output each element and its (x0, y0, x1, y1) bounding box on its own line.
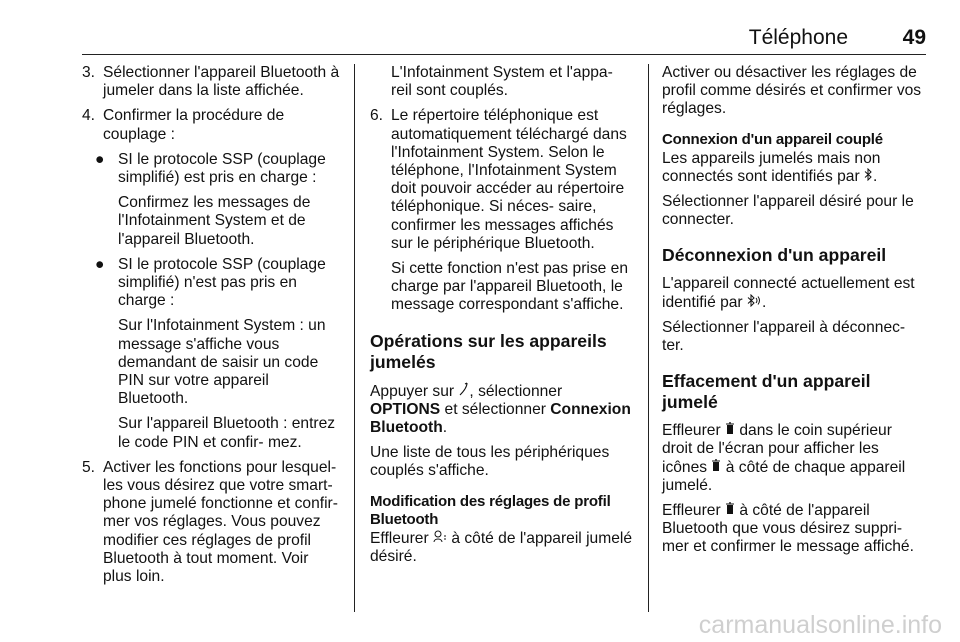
page-number: 49 (902, 26, 926, 49)
column-divider (354, 64, 355, 612)
paragraph-profile: Effleurer à côté de l'appareil jumelé désiré. (370, 529, 633, 565)
step-text: Confirmer la procédure de couplage : (103, 107, 285, 143)
step-5 (82, 459, 340, 586)
step-text: Sélectionner l'appareil Bluetooth à jumeler dans la liste affichée. (103, 64, 340, 100)
connexion-bluetooth-label: Connexion Bluetooth (370, 400, 631, 437)
trash-icon (725, 422, 735, 440)
heading-delete-device: Effacement d'un appareil jumelé (662, 371, 871, 413)
watermark: carmanualsonline.info (698, 611, 942, 639)
paragraph-ops: Appuyer sur , sélectionner OPTIONS et sélectionner Connexion Bluetooth. (370, 382, 631, 437)
paragraph-disconnect-select: Sélectionner l'appareil à déconnec- ter. (662, 318, 906, 355)
column-divider (648, 64, 649, 612)
step-3 (82, 64, 340, 100)
header-title: Téléphone (748, 26, 848, 49)
step-number: 5. (82, 458, 96, 476)
profile-settings-icon (433, 530, 447, 548)
paragraph-connect-select: Sélectionner l'appareil désiré pour le connecter. (662, 193, 914, 229)
bullet-text: SI le protocole SSP (couplage simplifié) est pris en charge : (118, 150, 326, 187)
step-number: 6. (370, 107, 384, 125)
phone-icon (458, 382, 469, 401)
paragraph-connect: Les appareils jumelés mais non connectés sont identifiés par . (662, 149, 881, 185)
step-continuation: L'Infotainment System et l'appa- reil sont couplés. (391, 64, 613, 100)
heading-connect-device: Connexion d'un appareil couplé (662, 130, 883, 148)
bullet-dot: ● (95, 150, 105, 168)
bullet-ssp-supported (82, 151, 340, 187)
bullet-text: SI le protocole SSP (couplage simplifié) n'est pas pris en charge : (118, 255, 326, 310)
column-2 (370, 64, 634, 573)
step-6 (370, 107, 634, 253)
step-number: 3. (82, 64, 96, 81)
step-number: 4. (82, 107, 96, 125)
step-note: Si cette fonction n'est pas prise en charge par l'appareil Bluetooth, le message correspondant s'affiche. (391, 260, 629, 314)
heading-paired-device-operations: Opérations sur les appareils jumelés (370, 330, 607, 372)
step-4 (82, 107, 340, 143)
paragraph-delete-2: Effleurer à côté de l'appareil Bluetooth que vous désirez suppri- mer et confirmer le message affiché. (662, 502, 914, 556)
paragraph-disconnect: L'appareil connecté actuellement est identifié par . (662, 275, 915, 311)
paragraph-list: Une liste de tous les périphériques couplés s'affiche. (370, 444, 610, 480)
bluetooth-icon (864, 168, 873, 186)
heading-disconnect-device: Déconnexion d'un appareil (662, 245, 887, 266)
bluetooth-connected-icon (747, 294, 762, 312)
bullet-ssp-unsupported (82, 256, 340, 311)
heading-profile-settings: Modification des réglages de profil Bluetooth (370, 492, 611, 528)
paragraph-delete-1: Effleurer dans le coin supérieur droit de l'écran pour afficher les icônes à côté de chaque appareil jumelé. (662, 422, 906, 494)
step-text: Activer les fonctions pour lesquel- les vous désirez que votre smart- phone jumelé fonctionne et confir- mer vos réglages. Vous pouvez modifier ces réglages de profil Bluetooth à tout moment. Voir plus loin. (103, 458, 338, 586)
header-rule (82, 54, 926, 55)
page-header (0, 8, 960, 48)
paragraph-intro: Activer ou désactiver les réglages de profil comme désirés et confirmer vos réglages. (662, 64, 922, 118)
bullet-detail: Sur l'appareil Bluetooth : entrez le code PIN et confir- mez. (118, 415, 336, 451)
bullet-dot: ● (95, 255, 105, 273)
column-1 (82, 64, 340, 593)
trash-icon (711, 459, 721, 477)
trash-icon (725, 502, 735, 520)
column-3 (662, 64, 926, 564)
step-text: Le répertoire téléphonique est automatiquement téléchargé dans l'Infotainment System. Selon le téléphone, l'Infotainment System doit pouvoir accéder au répertoire téléphonique. Si néces- saire, confirmer les messages affichés sur le périphérique Bluetooth. (391, 107, 627, 252)
bullet-detail: Sur l'Infotainment System : un message s'affiche vous demandant de saisir un code PIN sur votre appareil Bluetooth. (118, 317, 326, 408)
bullet-detail: Confirmez les messages de l'Infotainment System et de l'appareil Bluetooth. (118, 194, 311, 248)
options-label: OPTIONS (370, 400, 441, 418)
